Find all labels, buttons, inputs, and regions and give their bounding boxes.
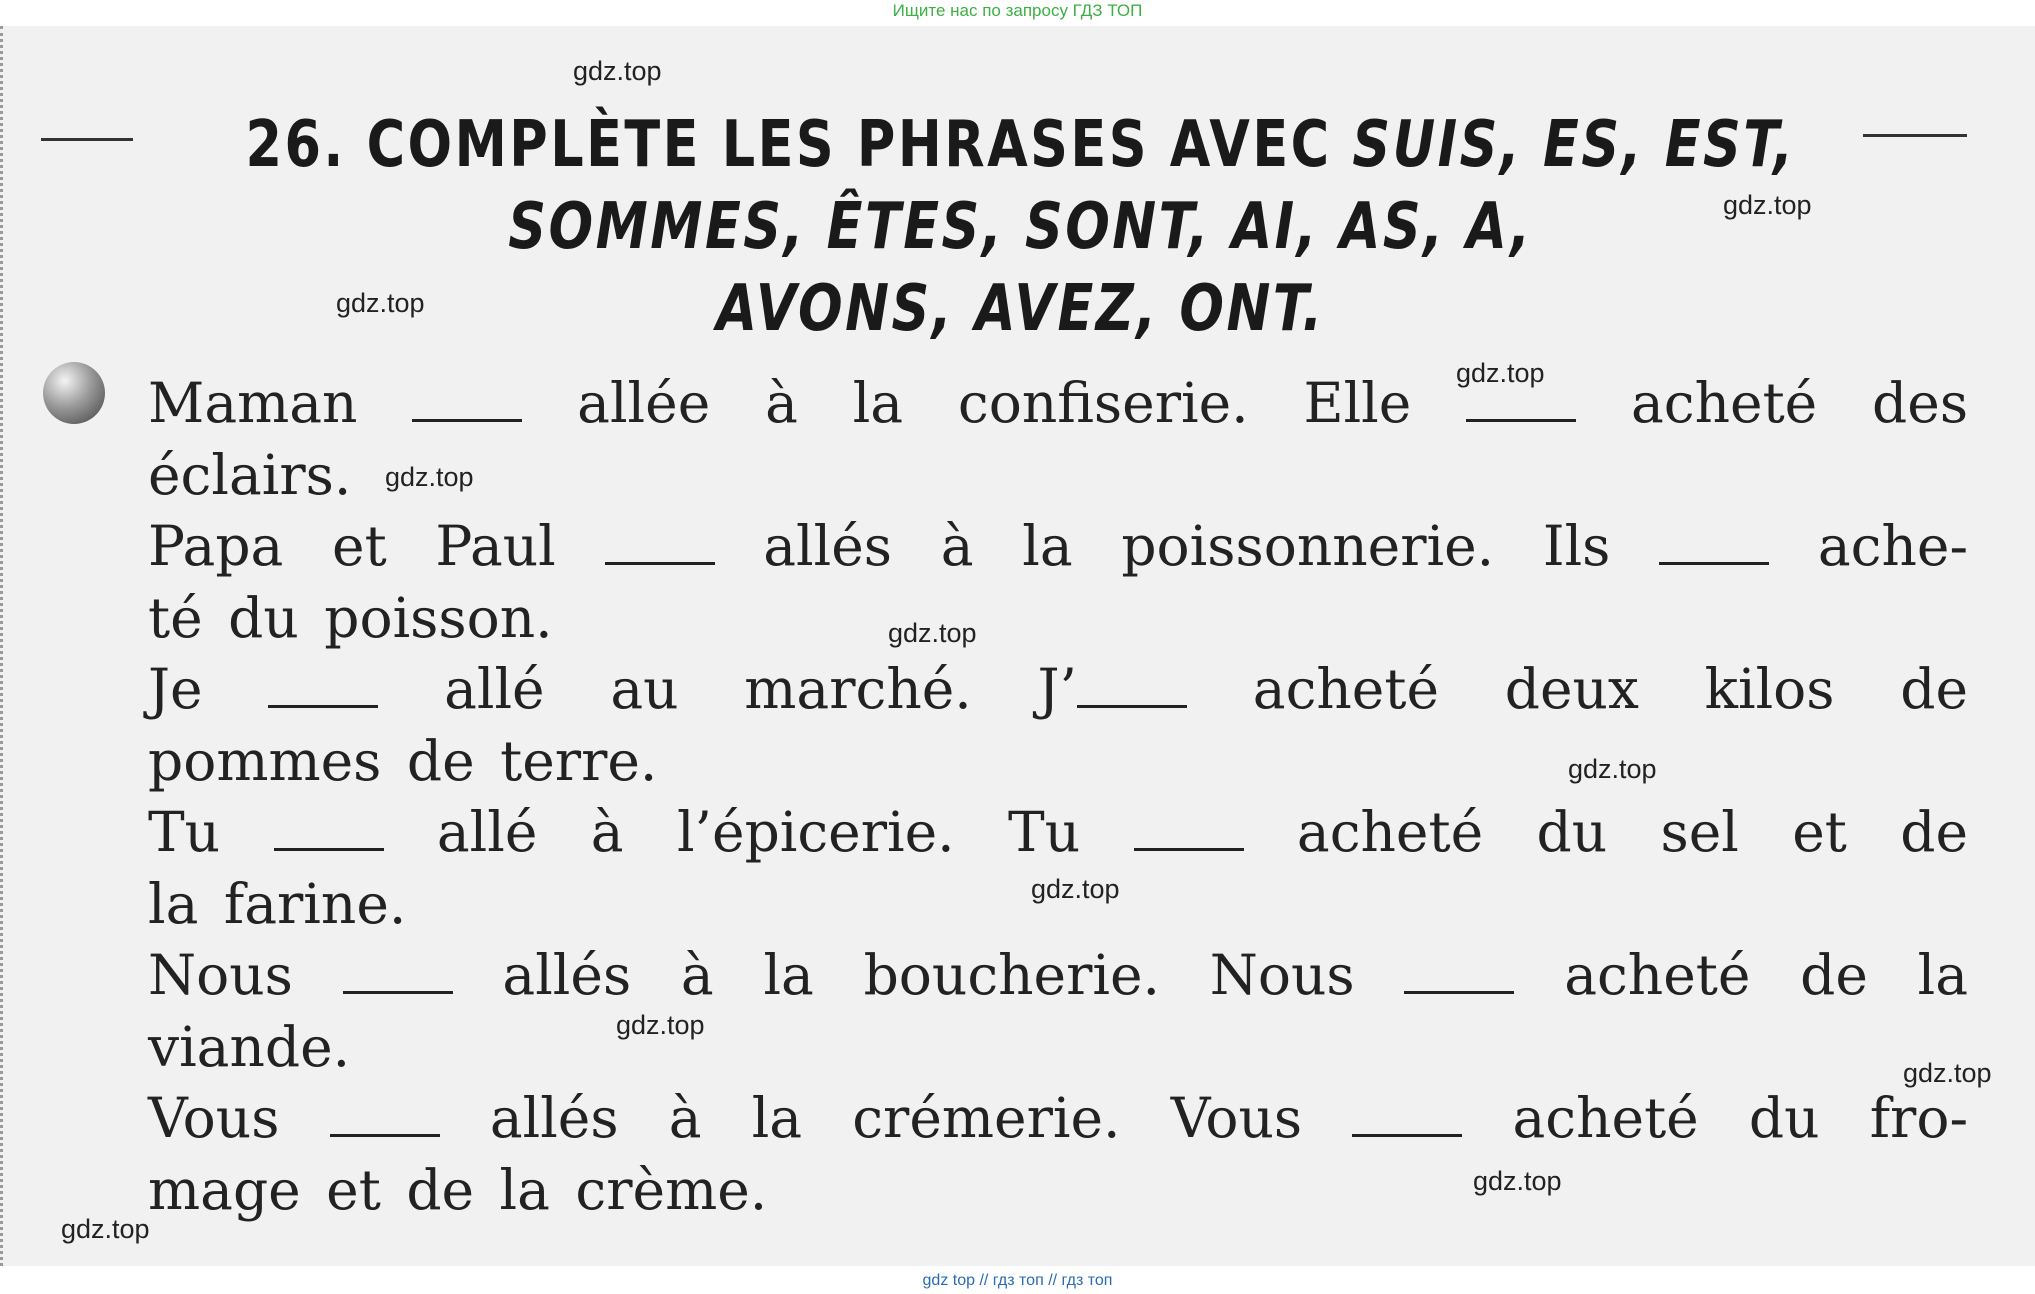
bottom-banner: gdz top // гдз топ // гдз топ <box>922 1272 1113 1289</box>
text-fragment: allés à la boucherie. Nous <box>502 943 1355 1007</box>
text-fragment: Je <box>148 657 203 721</box>
exercise-line: mage et de la crème. <box>148 1157 768 1222</box>
heading-verbs-1: SUIS, ES, EST, <box>1352 108 1796 182</box>
heading-rule-right <box>1863 134 1967 137</box>
watermark-text: gdz.top <box>1473 1166 1562 1196</box>
watermark-text: gdz.top <box>61 1214 150 1244</box>
answer-blank[interactable] <box>1659 554 1769 565</box>
heading-line-1 <box>186 104 1855 186</box>
bullet-ball-icon <box>43 362 105 424</box>
watermark-text: gdz.top <box>616 1010 705 1040</box>
text-fragment: allés à la crémerie. Vous <box>489 1086 1303 1150</box>
heading-line-3: AVONS, AVEZ, ONT. <box>716 272 1325 346</box>
answer-blank[interactable] <box>1134 840 1244 851</box>
watermark-text: gdz.top <box>1723 190 1812 220</box>
answer-blank[interactable] <box>605 554 715 565</box>
text-fragment: Papa et Paul <box>148 514 556 578</box>
watermark-text: gdz.top <box>1568 754 1657 784</box>
exercise-line <box>148 511 1968 583</box>
text-fragment: acheté de la <box>1564 943 1969 1007</box>
answer-blank[interactable] <box>1466 411 1576 422</box>
exercise-line <box>148 368 1968 440</box>
exercise-text <box>148 368 1968 1226</box>
answer-blank[interactable] <box>1404 983 1514 994</box>
exercise-line <box>148 797 1968 869</box>
text-fragment: allée à la confiserie. Elle <box>577 371 1412 435</box>
answer-blank[interactable] <box>412 411 522 422</box>
answer-blank[interactable] <box>1077 697 1187 708</box>
watermark-text: gdz.top <box>1903 1058 1992 1088</box>
heading-rule-left <box>41 138 133 141</box>
exercise-line: la farine. <box>148 871 407 936</box>
answer-blank[interactable] <box>1352 1126 1462 1137</box>
exercise-line: té du poisson. <box>148 585 553 650</box>
watermark-text: gdz.top <box>888 618 977 648</box>
textbook-page <box>0 26 2035 1266</box>
watermark-text: gdz.top <box>1031 874 1120 904</box>
text-fragment: allés à la poissonnerie. Ils <box>763 514 1611 578</box>
text-fragment: allé à l’épicerie. Tu <box>436 800 1081 864</box>
text-fragment: acheté du sel et de <box>1296 800 1969 864</box>
exercise-line: pommes de terre. <box>148 728 658 793</box>
heading-line-2: SOMMES, ÊTES, SONT, AI, AS, A, <box>508 190 1533 264</box>
top-banner: Ищите нас по запросу ГДЗ ТОП <box>892 1 1143 20</box>
exercise-line <box>148 940 1968 1012</box>
exercise-line <box>148 654 1968 726</box>
text-fragment: Vous <box>148 1086 280 1150</box>
watermark-text: gdz.top <box>385 462 474 492</box>
exercise-number: 26. <box>245 108 346 182</box>
answer-blank[interactable] <box>274 840 384 851</box>
text-fragment: acheté du fro- <box>1512 1086 1969 1150</box>
exercise-line: éclairs. <box>148 442 352 507</box>
text-fragment: acheté des <box>1631 371 1969 435</box>
text-fragment: ache- <box>1817 514 1969 578</box>
answer-blank[interactable] <box>268 697 378 708</box>
watermark-text: gdz.top <box>573 56 662 86</box>
text-fragment: acheté deux kilos de <box>1252 657 1968 721</box>
text-fragment: allé au marché. J’ <box>444 657 1078 721</box>
answer-blank[interactable] <box>343 983 453 994</box>
exercise-line <box>148 1083 1968 1155</box>
answer-blank[interactable] <box>330 1126 440 1137</box>
text-fragment: Maman <box>148 371 358 435</box>
text-fragment: Nous <box>148 943 293 1007</box>
watermark-text: gdz.top <box>336 288 425 318</box>
text-fragment: Tu <box>148 800 221 864</box>
watermark-text: gdz.top <box>1456 358 1545 388</box>
exercise-line: viande. <box>148 1014 351 1079</box>
exercise-heading <box>186 104 1855 350</box>
heading-intro: COMPLÈTE LES PHRASES AVEC <box>366 108 1332 182</box>
